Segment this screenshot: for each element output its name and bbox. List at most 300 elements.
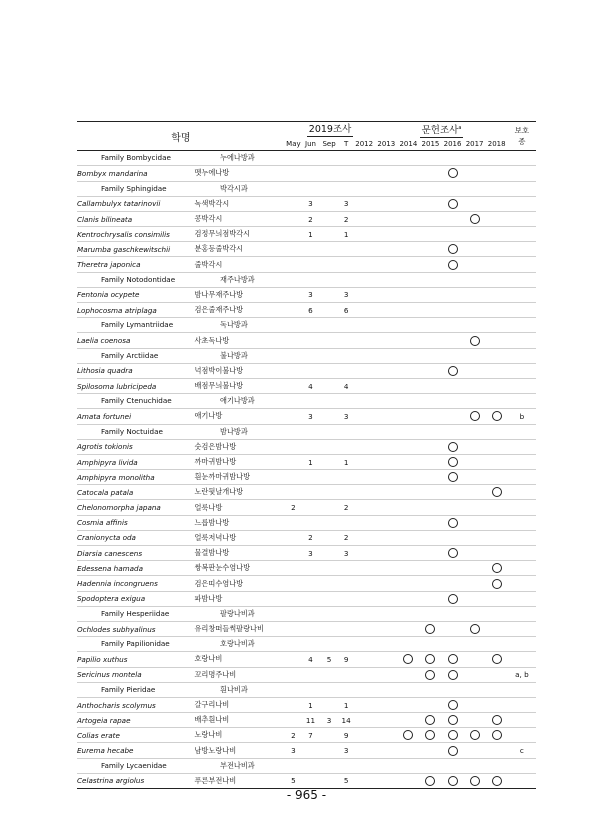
count-may — [285, 591, 302, 606]
literature-cell — [486, 728, 508, 743]
family-cell — [77, 682, 536, 697]
korean-name: 물결밤나방 — [194, 546, 284, 561]
count-t: 3 — [339, 546, 353, 561]
literature-cell — [441, 378, 463, 393]
literature-cell — [397, 713, 419, 728]
count-may — [285, 697, 302, 712]
literature-cell — [441, 242, 463, 257]
scientific-name: Bombyx mandarina — [77, 166, 194, 181]
korean-name: 검은줄재주나방 — [194, 303, 284, 318]
protected-status — [508, 697, 536, 712]
count-t — [339, 667, 353, 682]
literature-cell — [419, 227, 441, 242]
literature-cell — [441, 439, 463, 454]
literature-cell — [441, 591, 463, 606]
family-row — [77, 758, 536, 773]
literature-cell — [464, 409, 486, 424]
species-row — [77, 728, 536, 743]
species-row — [77, 333, 536, 348]
count-may — [285, 363, 302, 378]
count-may — [285, 333, 302, 348]
scientific-name: Amphipyra monolitha — [77, 470, 194, 485]
species-row — [77, 257, 536, 272]
literature-cell — [464, 211, 486, 226]
count-t — [339, 515, 353, 530]
count-sep — [319, 743, 339, 758]
count-jun — [302, 363, 319, 378]
count-jun: 4 — [302, 378, 319, 393]
family-name: Family Pieridae — [101, 684, 156, 694]
literature-cell — [397, 515, 419, 530]
family-row — [77, 318, 536, 333]
literature-cell — [419, 303, 441, 318]
literature-cell — [353, 439, 375, 454]
protected-status — [508, 773, 536, 788]
count-t — [339, 576, 353, 591]
recorded-circle-icon — [425, 715, 435, 725]
scientific-name: Artogeia rapae — [77, 713, 194, 728]
protected-status — [508, 652, 536, 667]
scientific-name: Clanis bilineata — [77, 211, 194, 226]
literature-cell — [419, 652, 441, 667]
korean-name: 분홍등줄박각시 — [194, 242, 284, 257]
count-may — [285, 530, 302, 545]
column-header: 2015 — [419, 138, 441, 151]
korean-name: 느릅밤나방 — [194, 515, 284, 530]
recorded-circle-icon — [492, 654, 502, 664]
count-may: 2 — [285, 728, 302, 743]
literature-cell — [375, 439, 397, 454]
korean-name: 콩박각시 — [194, 211, 284, 226]
literature-cell — [441, 485, 463, 500]
family-cell — [77, 318, 536, 333]
count-jun: 7 — [302, 728, 319, 743]
literature-cell — [353, 454, 375, 469]
recorded-circle-icon — [470, 730, 480, 740]
species-row — [77, 697, 536, 712]
literature-cell — [397, 621, 419, 636]
literature-cell — [441, 728, 463, 743]
count-may — [285, 378, 302, 393]
recorded-circle-icon — [425, 670, 435, 680]
korean-name: 파밤나방 — [194, 591, 284, 606]
literature-cell — [419, 196, 441, 211]
literature-cell — [486, 576, 508, 591]
family-cell — [77, 151, 536, 166]
count-t: 5 — [339, 773, 353, 788]
family-korean-name: 애기나방과 — [220, 396, 255, 406]
column-header: 2012 — [353, 138, 375, 151]
scientific-name: Amphipyra livida — [77, 454, 194, 469]
count-t — [339, 439, 353, 454]
count-jun — [302, 500, 319, 515]
scientific-name: Chelonomorpha japana — [77, 500, 194, 515]
literature-cell — [441, 652, 463, 667]
column-header: 2017 — [464, 138, 486, 151]
literature-cell — [419, 743, 441, 758]
literature-cell — [486, 257, 508, 272]
scientific-name: Diarsia canescens — [77, 546, 194, 561]
species-row — [77, 515, 536, 530]
count-jun — [302, 576, 319, 591]
recorded-circle-icon — [448, 730, 458, 740]
literature-cell — [464, 242, 486, 257]
species-row — [77, 561, 536, 576]
literature-cell — [353, 561, 375, 576]
count-t: 4 — [339, 378, 353, 393]
literature-cell — [464, 621, 486, 636]
korean-name: 검정무늬점박각시 — [194, 227, 284, 242]
count-may — [285, 561, 302, 576]
scientific-name: Cosmia affinis — [77, 515, 194, 530]
count-jun: 11 — [302, 713, 319, 728]
literature-cell — [419, 713, 441, 728]
count-sep — [319, 485, 339, 500]
literature-cell — [441, 470, 463, 485]
literature-cell — [419, 166, 441, 181]
literature-cell — [441, 621, 463, 636]
protected-status — [508, 227, 536, 242]
count-sep — [319, 378, 339, 393]
literature-cell — [353, 576, 375, 591]
family-korean-name: 호랑나비과 — [220, 639, 255, 649]
count-sep: 3 — [319, 713, 339, 728]
count-sep — [319, 773, 339, 788]
korean-name: 배추흰나비 — [194, 713, 284, 728]
literature-cell — [397, 196, 419, 211]
literature-cell — [441, 196, 463, 211]
family-cell — [77, 606, 536, 621]
literature-cell — [353, 257, 375, 272]
literature-cell — [441, 713, 463, 728]
literature-cell — [353, 485, 375, 500]
count-jun — [302, 515, 319, 530]
recorded-circle-icon — [448, 244, 458, 254]
literature-cell — [486, 743, 508, 758]
count-jun — [302, 591, 319, 606]
recorded-circle-icon — [470, 411, 480, 421]
count-sep — [319, 697, 339, 712]
literature-cell — [441, 667, 463, 682]
literature-cell — [375, 515, 397, 530]
recorded-circle-icon — [448, 472, 458, 482]
count-sep — [319, 667, 339, 682]
literature-cell — [419, 363, 441, 378]
scientific-name: Cranionycta oda — [77, 530, 194, 545]
literature-cell — [375, 561, 397, 576]
literature-cell — [419, 773, 441, 788]
literature-cell — [419, 409, 441, 424]
species-row — [77, 363, 536, 378]
literature-cell — [486, 166, 508, 181]
korean-name: 노랑나비 — [194, 728, 284, 743]
literature-cell — [419, 242, 441, 257]
literature-cell — [464, 439, 486, 454]
count-sep — [319, 409, 339, 424]
family-name: Family Notodontidae — [101, 274, 176, 284]
column-header: Jun — [302, 138, 319, 151]
literature-cell — [397, 378, 419, 393]
literature-cell — [353, 743, 375, 758]
count-sep — [319, 211, 339, 226]
literature-cell — [375, 454, 397, 469]
protected-status — [508, 485, 536, 500]
family-name: Family Ctenuchidae — [101, 396, 172, 406]
literature-cell — [464, 303, 486, 318]
literature-cell — [397, 454, 419, 469]
protected-status — [508, 303, 536, 318]
protected-status — [508, 454, 536, 469]
protected-status — [508, 211, 536, 226]
literature-cell — [441, 530, 463, 545]
literature-cell — [441, 515, 463, 530]
literature-cell — [464, 743, 486, 758]
literature-cell — [419, 667, 441, 682]
count-sep — [319, 333, 339, 348]
count-sep — [319, 530, 339, 545]
literature-cell — [397, 257, 419, 272]
literature-cell — [464, 576, 486, 591]
count-sep — [319, 515, 339, 530]
recorded-circle-icon — [492, 776, 502, 786]
korean-name: 애기나방 — [194, 409, 284, 424]
protected-status — [508, 576, 536, 591]
family-name: Family Lycaenidae — [101, 760, 167, 770]
count-t — [339, 621, 353, 636]
literature-cell — [353, 530, 375, 545]
species-row — [77, 500, 536, 515]
count-may — [285, 409, 302, 424]
korean-name: 까마귀밤나방 — [194, 454, 284, 469]
literature-cell — [375, 713, 397, 728]
literature-cell — [486, 485, 508, 500]
family-row — [77, 394, 536, 409]
count-sep — [319, 303, 339, 318]
scientific-name: Eurema hecabe — [77, 743, 194, 758]
scientific-name: Lithosia quadra — [77, 363, 194, 378]
korean-name: 꼬리명주나비 — [194, 667, 284, 682]
species-row — [77, 166, 536, 181]
count-may — [285, 485, 302, 500]
literature-cell — [353, 667, 375, 682]
literature-cell — [441, 211, 463, 226]
literature-cell — [464, 227, 486, 242]
survey-2019-header — [285, 122, 375, 139]
count-t — [339, 561, 353, 576]
count-may — [285, 166, 302, 181]
literature-cell — [397, 363, 419, 378]
count-jun — [302, 470, 319, 485]
count-may — [285, 303, 302, 318]
literature-cell — [353, 409, 375, 424]
literature-cell — [397, 333, 419, 348]
family-cell — [77, 758, 536, 773]
column-header: May — [285, 138, 302, 151]
literature-cell — [375, 576, 397, 591]
count-may — [285, 652, 302, 667]
literature-cell — [441, 333, 463, 348]
literature-cell — [353, 242, 375, 257]
literature-cell — [441, 303, 463, 318]
literature-cell — [486, 333, 508, 348]
protected-status — [508, 166, 536, 181]
literature-cell — [464, 561, 486, 576]
korean-name: 멧누에나방 — [194, 166, 284, 181]
literature-cell — [486, 242, 508, 257]
count-t: 14 — [339, 713, 353, 728]
literature-cell — [397, 667, 419, 682]
literature-cell — [441, 227, 463, 242]
count-sep — [319, 227, 339, 242]
literature-cell — [419, 257, 441, 272]
protected-status — [508, 439, 536, 454]
literature-cell — [486, 546, 508, 561]
count-sep — [319, 591, 339, 606]
literature-cell — [419, 500, 441, 515]
count-may: 2 — [285, 500, 302, 515]
literature-cell — [353, 773, 375, 788]
scientific-name: Theretra japonica — [77, 257, 194, 272]
species-row — [77, 378, 536, 393]
protected-status — [508, 546, 536, 561]
recorded-circle-icon — [448, 548, 458, 558]
count-t: 3 — [339, 743, 353, 758]
protected-status — [508, 257, 536, 272]
literature-cell — [419, 470, 441, 485]
literature-cell — [375, 166, 397, 181]
count-t: 3 — [339, 287, 353, 302]
literature-cell — [397, 697, 419, 712]
scientific-name: Marumba gaschkewitschii — [77, 242, 194, 257]
korean-name: 유리창떠들썩팔랑나비 — [194, 621, 284, 636]
literature-cell — [375, 652, 397, 667]
family-cell — [77, 348, 536, 363]
literature-cell — [486, 500, 508, 515]
scientific-name: Papilio xuthus — [77, 652, 194, 667]
literature-cell — [419, 378, 441, 393]
literature-cell — [441, 287, 463, 302]
literature-cell — [353, 652, 375, 667]
literature-cell — [375, 546, 397, 561]
literature-cell — [375, 591, 397, 606]
protected-status: b — [508, 409, 536, 424]
family-cell — [77, 272, 536, 287]
literature-cell — [397, 652, 419, 667]
literature-cell — [464, 652, 486, 667]
count-jun — [302, 773, 319, 788]
species-row — [77, 576, 536, 591]
literature-cell — [353, 728, 375, 743]
count-jun — [302, 621, 319, 636]
recorded-circle-icon — [470, 624, 480, 634]
literature-cell — [486, 363, 508, 378]
literature-cell — [441, 166, 463, 181]
column-header: 2018 — [486, 138, 508, 151]
scientific-name: Agrotis tokionis — [77, 439, 194, 454]
korean-name: 쌍복판눈수염나방 — [194, 561, 284, 576]
recorded-circle-icon — [492, 411, 502, 421]
literature-cell — [441, 257, 463, 272]
species-row — [77, 591, 536, 606]
survey-2019-label: 2019조사 — [308, 123, 352, 135]
species-row — [77, 470, 536, 485]
literature-cell — [353, 287, 375, 302]
literature-cell — [464, 363, 486, 378]
recorded-circle-icon — [492, 563, 502, 573]
literature-cell — [375, 363, 397, 378]
literature-cell — [464, 773, 486, 788]
count-sep — [319, 242, 339, 257]
korean-name: 녹색박각시 — [194, 196, 284, 211]
count-may — [285, 470, 302, 485]
family-row — [77, 606, 536, 621]
count-may — [285, 454, 302, 469]
literature-cell — [397, 576, 419, 591]
korean-name: 검은띠수염나방 — [194, 576, 284, 591]
literature-cell — [397, 303, 419, 318]
species-row — [77, 409, 536, 424]
literature-cell — [464, 697, 486, 712]
recorded-circle-icon — [448, 670, 458, 680]
count-jun: 3 — [302, 196, 319, 211]
count-jun — [302, 166, 319, 181]
recorded-circle-icon — [448, 260, 458, 270]
count-jun: 1 — [302, 454, 319, 469]
count-jun: 2 — [302, 211, 319, 226]
count-sep — [319, 470, 339, 485]
count-may: 5 — [285, 773, 302, 788]
literature-cell — [441, 500, 463, 515]
recorded-circle-icon — [448, 457, 458, 467]
literature-cell — [464, 515, 486, 530]
family-cell — [77, 637, 536, 652]
literature-cell — [375, 500, 397, 515]
protected-header — [508, 122, 536, 151]
recorded-circle-icon — [425, 730, 435, 740]
literature-cell — [397, 561, 419, 576]
literature-cell — [419, 561, 441, 576]
literature-cell — [375, 743, 397, 758]
protected-status — [508, 591, 536, 606]
literature-cell — [397, 728, 419, 743]
korean-name: 얼룩나방 — [194, 500, 284, 515]
korean-name: 푸른부전나비 — [194, 773, 284, 788]
recorded-circle-icon — [448, 776, 458, 786]
species-row — [77, 713, 536, 728]
korean-name: 사초독나방 — [194, 333, 284, 348]
column-header: 2016 — [441, 138, 463, 151]
literature-cell — [397, 773, 419, 788]
scientific-name: Callambulyx tatarinovii — [77, 196, 194, 211]
literature-cell — [486, 515, 508, 530]
family-korean-name: 부전나비과 — [220, 760, 255, 770]
literature-cell — [353, 546, 375, 561]
literature-cell — [353, 211, 375, 226]
scientific-name: Kentrochrysalis consimilis — [77, 227, 194, 242]
literature-cell — [486, 773, 508, 788]
count-t: 3 — [339, 409, 353, 424]
count-sep — [319, 500, 339, 515]
scientific-name: Fentonia ocypete — [77, 287, 194, 302]
count-may — [285, 667, 302, 682]
family-korean-name: 밤나방과 — [220, 426, 248, 436]
family-row — [77, 637, 536, 652]
protected-status — [508, 196, 536, 211]
count-may — [285, 713, 302, 728]
family-korean-name: 재주나방과 — [220, 274, 255, 284]
literature-cell — [441, 576, 463, 591]
count-t — [339, 242, 353, 257]
